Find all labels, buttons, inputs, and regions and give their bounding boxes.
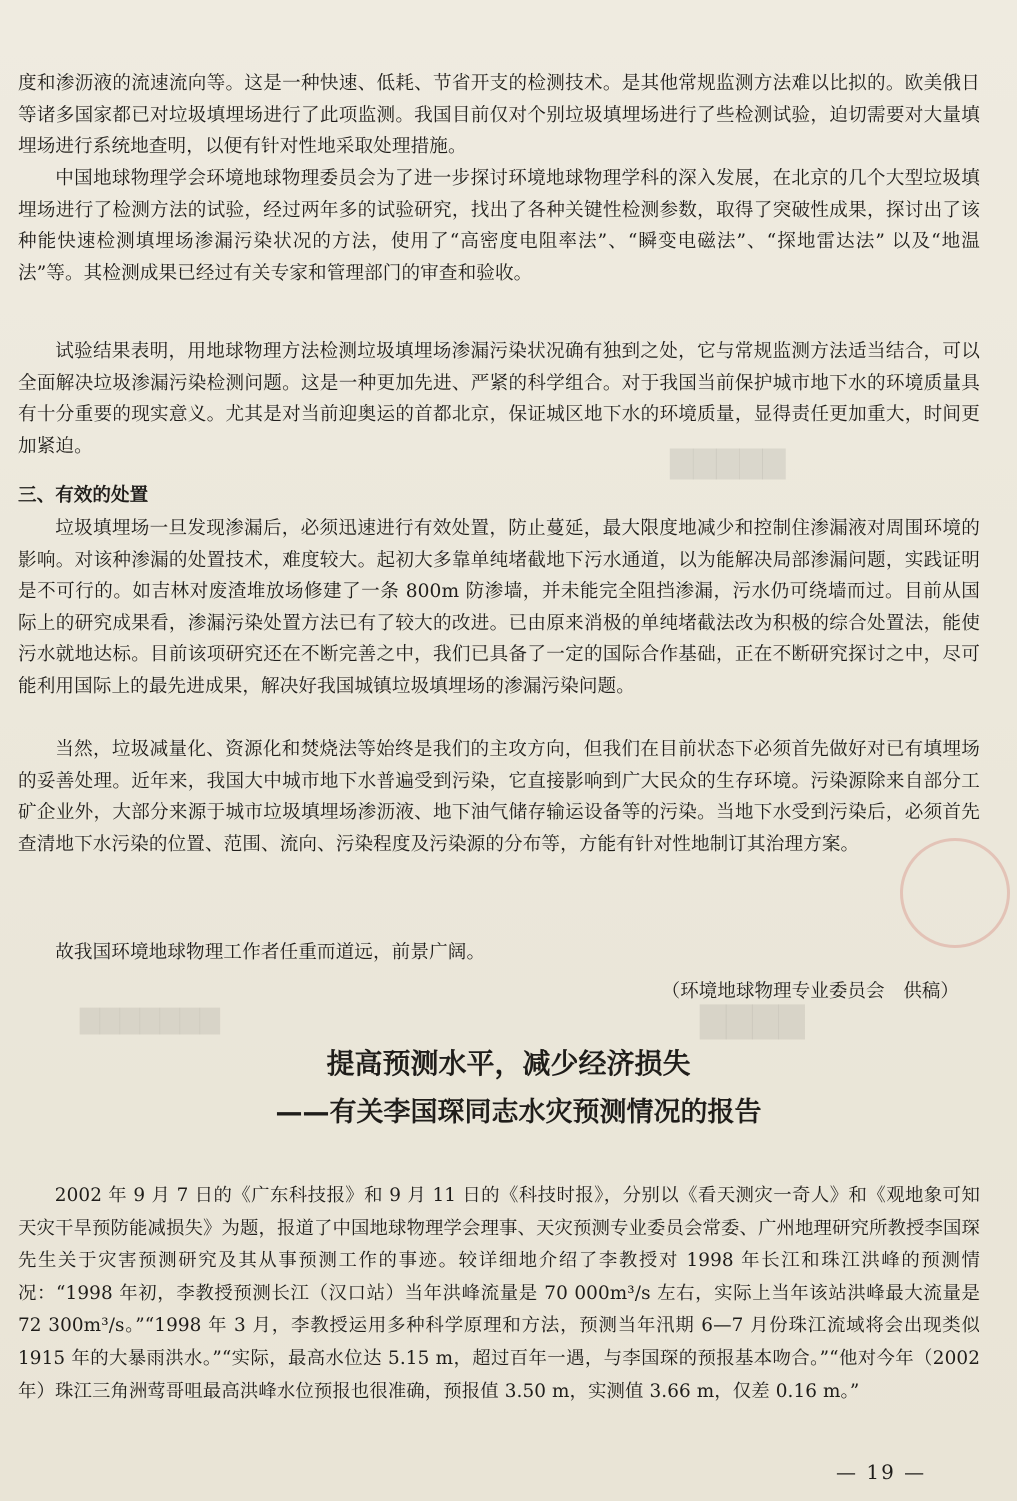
- bleed-through-mark: ▇▇▇▇: [700, 1000, 805, 1040]
- article-subtitle: ——有关李国琛同志水灾预测情况的报告: [275, 1097, 762, 1128]
- paragraph-text: 垃圾填埋场一旦发现渗漏后，必须迅速进行有效处置，防止蔓延，最大限度地减少和控制住渗漏液对周围环境的影响。对该种渗漏的处置技术，难度较大。起初大多靠单纯堵截地下污水通道，以为能解决局部渗漏问题，实践证明是不可行的。如吉林对废渣堆放场修建了一条 800m 防渗墙，并未能完全阻挡渗漏，污水仍可绕墙而过。目前从国际上的研究成果看，渗漏污染处置方法已有了较大的改进。已由原来消极的单纯堵截法改为积极的综合处置法，能使污水就地达标。目前该项研究还在不断完善之中，我们已具备了一定的国际合作基础，正在不断研究探讨之中，尽可能利用国际上的最先进成果，解决好我国城镇垃圾填埋场的渗漏污染问题。: [18, 518, 980, 697]
- paragraph-text: 中国地球物理学会环境地球物理委员会为了进一步探讨环境地球物理学科的深入发展，在北京的几个大型垃圾填埋场进行了检测方法的试验，经过两年多的试验研究，找出了各种关键性检测参数，取得了突破性成果，探讨出了该种能快速检测填埋场渗漏污染状况的方法，使用了“高密度电阻率法”、“瞬变电磁法”、“探地雷达法” 以及“地温法”等。其检测成果已经过有关专家和管理部门的审查和验收。: [18, 168, 980, 284]
- bleed-through-mark: ▇▇▇▇▇▇▇: [80, 1005, 220, 1035]
- page-number: — 19 —: [836, 1460, 927, 1484]
- paragraph-text: 2002 年 9 月 7 日的《广东科技报》和 9 月 11 日的《科技时报》，分别以《看天测灾一奇人》和《观地象可知天灾干旱预防能减损失》为题，报道了中国地球物理学会理事、天灾预测专业委员会常委、广州地理研究所教授李国琛先生关于灾害预测研究及其从事预测工作的事迹。较详细地介绍了李教授对 1998 年长江和珠江洪峰的预测情况：“1998 年初，李教授预测长江（汉口站）当年洪峰流量是 70 000m³/s 左右，实际上当年该站洪峰最大流量是 72 300m³/s。”“1998 年 3 月，李教授运用多种科学原理和方法，预测当年汛期 6—7 月份珠江流域将会出现类似 1915 年的大暴雨洪水。”“实际，最高水位达 5.15 m，超过百年一遇，与李国琛的预报基本吻合。”“他对今年（2002 年）珠江三角洲莺哥咀最高洪峰水位预报也很准确，预报值 3.50 m，实测值 3.66 m，仅差 0.16 m。”: [18, 1185, 980, 1402]
- paragraph-text: 当然，垃圾减量化、资源化和焚烧法等始终是我们的主攻方向，但我们在目前状态下必须首先做好对已有填埋场的妥善处理。近年来，我国大中城市地下水普遍受到污染，它直接影响到广大民众的生存环境。污染源除来自部分工矿企业外，大部分来源于城市垃圾填埋场渗沥液、地下油气储存输运设备等的污染。当地下水受到污染后，必须首先查清地下水污染的位置、范围、流向、污染程度及污染源的分布等，方能有针对性地制订其治理方案。: [18, 739, 980, 855]
- paragraph-text: 试验结果表明，用地球物理方法检测垃圾填埋场渗漏污染状况确有独到之处，它与常规监测方法适当结合，可以全面解决垃圾渗漏污染检测问题。这是一种更加先进、严紧的科学组合。对于我国当前保护城市地下水的环境质量具有十分重要的现实意义。尤其是对当前迎奥运的首都北京，保证城区地下水的环境质量，显得责任更加重大，时间更加紧迫。: [18, 341, 980, 457]
- section-heading: 三、有效的处置: [18, 485, 149, 506]
- article-title: 提高预测水平，减少经济损失: [326, 1047, 691, 1080]
- paragraph: [18, 937, 980, 969]
- paragraph: [18, 163, 980, 289]
- paragraph: [18, 513, 980, 703]
- contributor-credit: （环境地球物理专业委员会 供稿）: [661, 981, 959, 1002]
- paragraph-text: 故我国环境地球物理工作者任重而道远，前景广阔。: [55, 942, 486, 963]
- paragraph: [18, 734, 980, 860]
- article-body: [18, 1180, 980, 1408]
- bleed-through-mark: ▇▇▇▇▇: [670, 445, 786, 480]
- paragraph: [18, 336, 980, 462]
- paragraph-text: 度和渗沥液的流速流向等。这是一种快速、低耗、节省开支的检测技术。是其他常规监测方法难以比拟的。欧美俄日等诸多国家都已对垃圾填埋场进行了此项监测。我国目前仅对个别垃圾填埋场进行了些检测试验，迫切需要对大量填埋场进行系统地查明，以便有针对性地采取处理措施。: [18, 73, 980, 158]
- paragraph-continued: [18, 68, 980, 163]
